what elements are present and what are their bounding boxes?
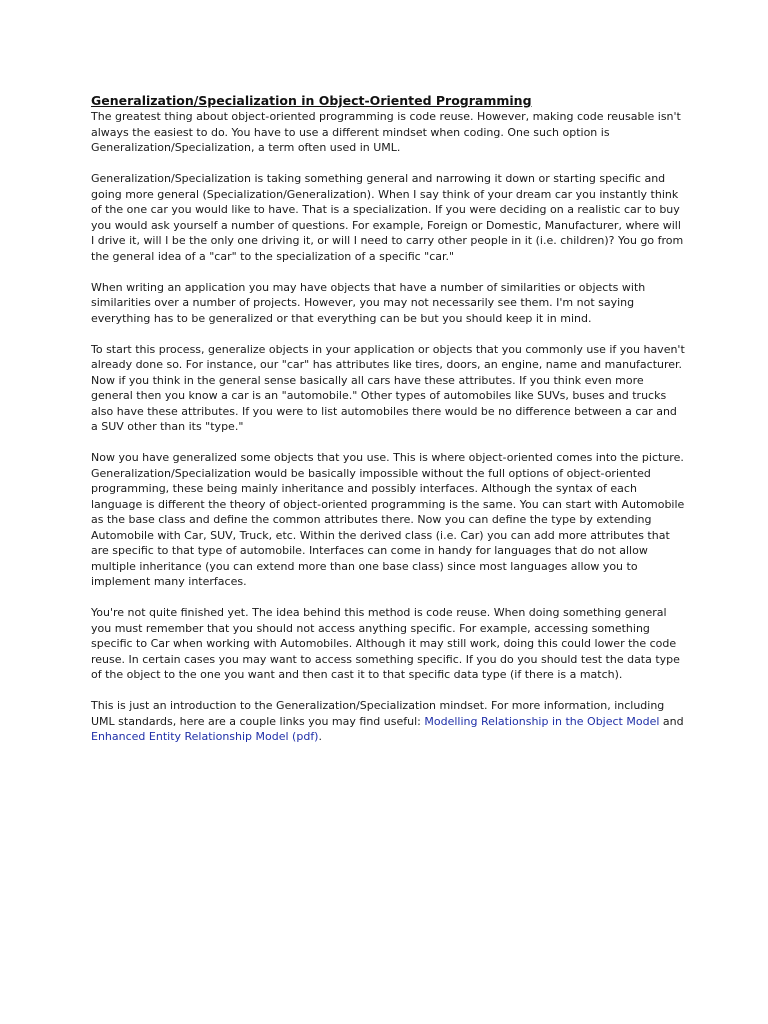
link-modelling-relationship[interactable]: Modelling Relationship in the Object Model <box>424 714 660 728</box>
document-title: Generalization/Specialization in Object-Oriented Programming <box>91 93 532 108</box>
paragraph-intro: The greatest thing about object-oriented programming is code reuse. However, making code reusable isn't always the easiest to do. You have to use a different mindset when coding. One such option is Generalization/Specialization, a term often used in UML. <box>91 110 681 154</box>
paragraph-code-reuse: You're not quite finished yet. The idea behind this method is code reuse. When doing something general you must remember that you should not access anything specific. For example, accessing something specific to Car when working with Automobiles. Although it may still work, doing this could lower the code reuse. In certain cases you may want to access something specific. If you do you should test the data type of the object to the one you want and then cast it to that specific data type (if there is a match). <box>91 606 680 681</box>
document-page <box>91 92 687 760</box>
closing-text-between: and <box>659 714 684 728</box>
closing-text-before: This is just an introduction to the Generalization/Specialization mindset. For more information, including UML standards, here are a couple links you may find useful: <box>91 699 665 728</box>
paragraph-start-process: To start this process, generalize objects in your application or objects that you commonly use if you haven't already done so. For instance, our "car" has attributes like tires, doors, an engine, name and manufacturer. Now if you think in the general sense basically all cars have these attributes. If you think even more general then you know a car is an "automobile." Other types of automobiles like SUVs, buses and trucks also have these attributes. If you were to list automobiles there would be no difference between a car and a SUV other than its "type." <box>91 342 685 433</box>
link-enhanced-entity-relationship[interactable]: Enhanced Entity Relationship Model (pdf) <box>91 730 319 743</box>
paragraph-object-oriented: Now you have generalized some objects that you use. This is where object-oriented comes into the picture. Generalization/Specialization would be basically impossible without the full options of object-oriented programming, these being mainly inheritance and possibly interfaces. Although the syntax of each language is different the theory of object-oriented programming is the same. You can start with Automobile as the base class and define the common attributes there. Now you can define the type by extending Automobile with Car, SUV, Truck, etc. Within the derived class (i.e. Car) you can add more attributes that are specific to that type of automobile. Interfaces can come in handy for languages that do not allow multiple inheritance (you can extend more than one base class) since most languages allow you to implement many interfaces. <box>91 451 685 588</box>
paragraph-closing <box>91 698 687 745</box>
paragraph-similarities: When writing an application you may have objects that have a number of similarities or objects with similarities over a number of projects. However, you may not necessarily see them. I'm not saying everything has to be generalized or that everything can be but you should keep it in mind. <box>91 280 646 325</box>
closing-text-after: . <box>318 730 322 743</box>
paragraph-definition: Generalization/Specialization is taking something general and narrowing it down or starting specific and going more general (Specialization/Generalization). When I say think of your dream car you instantly think of the one car you would like to have. That is a specialization. If you were deciding on a realistic car to buy you would ask yourself a number of questions. For example, Foreign or Domestic, Manufacturer, where will I drive it, will I be the only one driving it, or will I need to carry other people in it (i.e. children)? You go from the general idea of a "car" to the specialization of a specific "car." <box>91 172 684 263</box>
